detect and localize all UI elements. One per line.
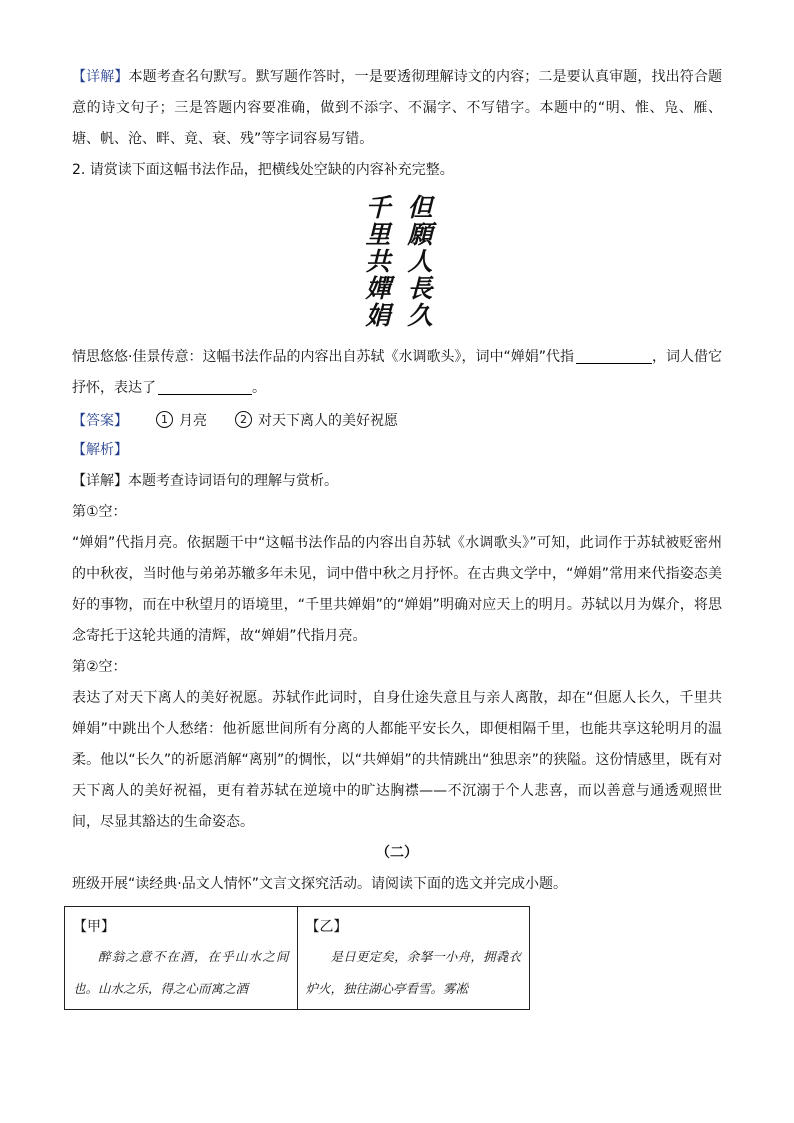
analysis-detail-label: 【详解】 — [72, 473, 128, 489]
answer-text: 对天下离人的美好祝愿 — [258, 412, 398, 429]
analysis-label: 【解析】 — [72, 442, 128, 458]
section-intro: 班级开展“读经典·品文人情怀”文言文探究活动。请阅读下面的选文并完成小题。 — [72, 876, 567, 892]
passage-b-heading: 【乙】 — [305, 919, 348, 935]
fill-text-part: 情思悠悠·佳景传意：这幅书法作品的内容出自苏轼《水调歌头》，词中“婵娟”代指 — [72, 349, 574, 365]
circled-number: 1 — [156, 411, 173, 428]
passage-a-text: 醉翁之意不在酒，在乎山水之间也。山水之乐，得之心而寓之酒 — [73, 949, 289, 996]
calligraphy-artwork — [72, 194, 722, 336]
section-title: （二） — [376, 845, 418, 861]
fill-in-question — [72, 342, 722, 404]
passage-b-cell — [297, 907, 530, 1010]
detail-label: 【详解】 — [72, 69, 129, 85]
passage-a-heading: 【甲】 — [73, 919, 115, 935]
detail-text: 本题考查名句默写。默写题作答时，一是要透彻理解诗文的内容；二是要认真审题，找出符合题意的诗文句子；三是答题内容要准确，做到不添字、不漏字、不写错字。本题中的“明、惟、凫、雁、塘、帆、沧、畔、竟、衰、残”等字词容易写错。 — [72, 69, 723, 147]
blank-1-title: 第①空： — [72, 504, 127, 520]
calligraphy-column: 千里共嬋娟 — [362, 194, 391, 329]
answer-row — [72, 404, 722, 435]
answer-blank — [576, 347, 652, 364]
document-page — [72, 62, 722, 1010]
detail-paragraph — [72, 62, 722, 155]
blank-2-explanation: 表达了对天下离人的美好祝愿。苏轼作此词时，自身仕途失意且与亲人离散，却在“但愿人长久，千里共婵娟”中跳出个人愁绪：他祈愿世间所有分离的人都能平安长久，即便相隔千里，也能共享这轮明月的温柔。他以“长久”的祈愿消解“离别”的惆怅，以“共婵娟”的共情跳出“独思亲”的狭隘。这份情感里，既有对天下离人的美好祝福，更有着苏轼在逆境中的旷达胸襟——不沉溺于个人悲喜，而以善意与通透观照世间，尽显其豁达的生命姿态。 — [72, 690, 722, 830]
fill-text-part: ，词人借它抒怀，表达了 — [72, 349, 722, 396]
passage-b-text: 是日更定矣，余拏一小舟，拥毳衣炉火，独往湖心亭看雪。雾凇 — [305, 949, 521, 996]
passages-table — [64, 906, 530, 1010]
answer-item — [156, 410, 207, 430]
answer-item — [235, 410, 398, 430]
passage-a-cell — [65, 907, 298, 1010]
question-2-prompt: 2. 请赏读下面这幅书法作品，把横线处空缺的内容补充完整。 — [72, 162, 454, 178]
answer-text: 月亮 — [179, 412, 207, 429]
circled-number: 2 — [235, 411, 252, 428]
answer-label: 【答案】 — [72, 412, 128, 429]
calligraphy-column: 但願人長久 — [404, 194, 433, 329]
analysis-detail — [72, 466, 722, 497]
blank-1-explanation: “婵娟”代指月亮。依据题干中“这幅书法作品的内容出自苏轼《水调歌头》”可知，此词作于苏轼被贬密州的中秋夜，当时他与弟弟苏辙多年未见，词中借中秋之月抒怀。在古典文学中，“婵娟”常用来代指姿态美好的事物，而在中秋望月的语境里，“千里共婵娟”的“婵娟”明确对应天上的明月。苏轼以月为媒介，将思念寄托于这轮共通的清辉，故“婵娟”代指月亮。 — [72, 535, 722, 644]
fill-text-part: 。 — [252, 380, 266, 396]
blank-2-title: 第②空： — [72, 659, 127, 675]
answer-blank — [158, 378, 252, 395]
analysis-detail-text: 本题考查诗词语句的理解与赏析。 — [128, 473, 338, 489]
